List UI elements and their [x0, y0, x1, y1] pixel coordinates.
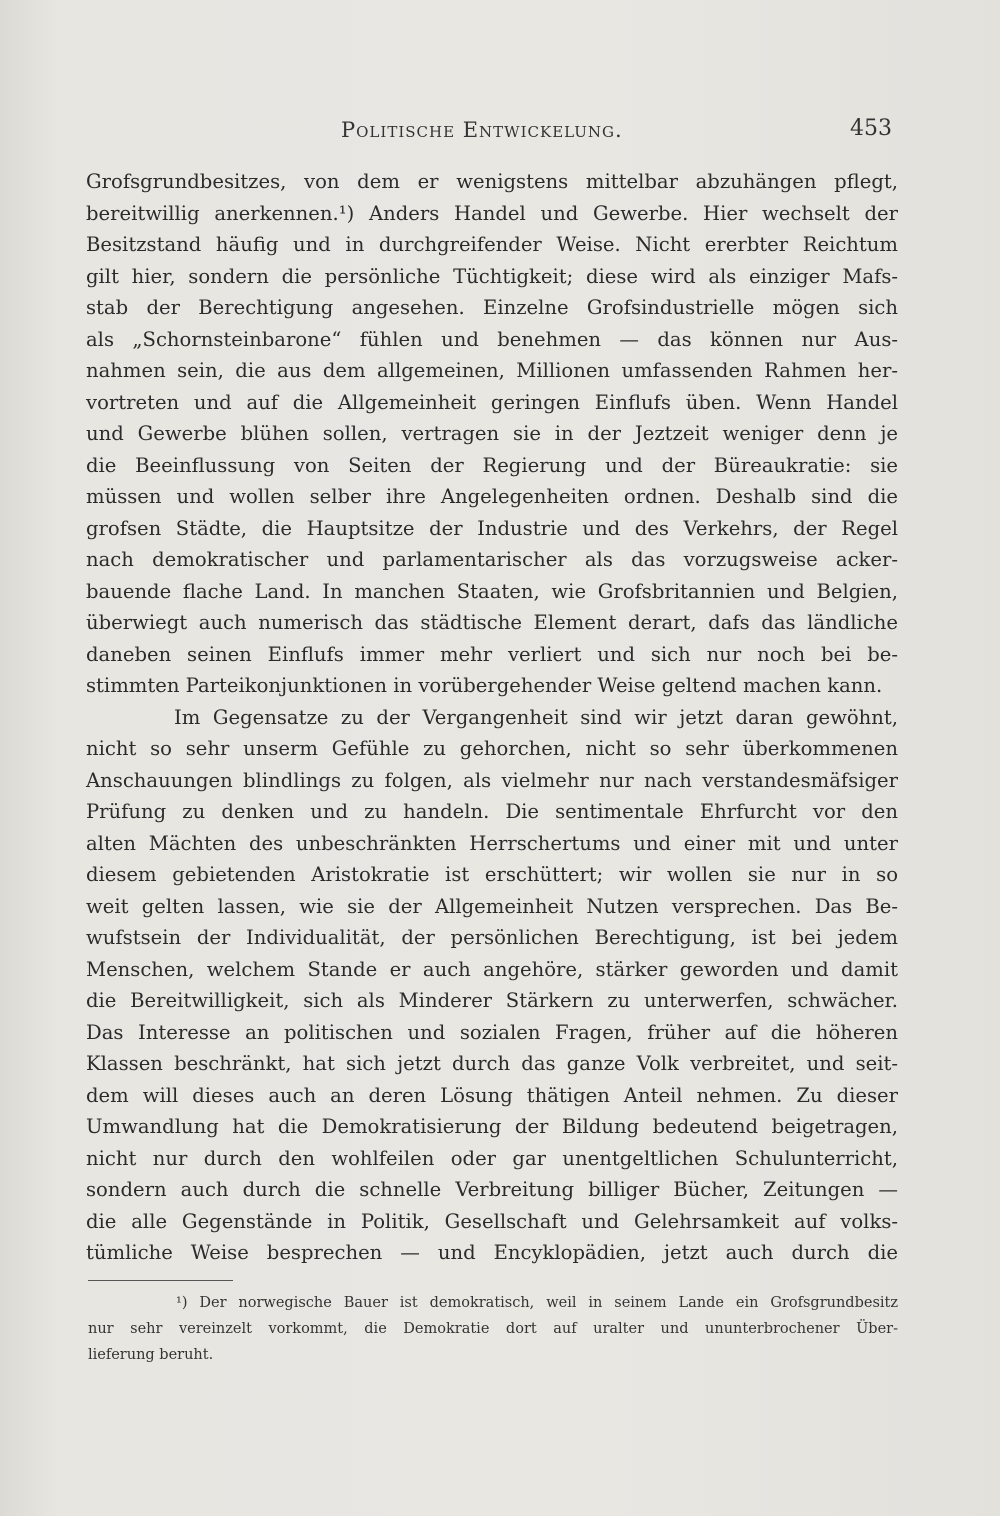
- text-line: die alle Gegenstände in Politik, Gesellschaft und Gelehrsamkeit auf volks-: [86, 1209, 898, 1233]
- text-line: dem will dieses auch an deren Lösung thätigen Anteil nehmen. Zu dieser: [86, 1083, 898, 1107]
- body-text: [86, 166, 898, 1269]
- text-line: stab der Berechtigung angesehen. Einzelne Grofsindustrielle mögen sich: [86, 296, 898, 319]
- text-line: weit gelten lassen, wie sie der Allgemeinheit Nutzen versprechen. Das Be-: [86, 894, 898, 918]
- paragraph-start-line: Im Gegensatze zu der Vergangenheit sind wir jetzt daran gewöhnt,: [174, 705, 898, 729]
- text-line: vortreten und auf die Allgemeinheit geringen Einflufs üben. Wenn Handel: [86, 390, 898, 414]
- running-title: Politische Entwickelung.: [341, 118, 623, 142]
- page-number: 453: [850, 116, 892, 141]
- text-line: die Beeinflussung von Seiten der Regierung und der Büreaukratie: sie: [86, 453, 898, 477]
- text-line: Klassen beschränkt, hat sich jetzt durch das ganze Volk verbreitet, und seit-: [86, 1052, 898, 1075]
- text-line: die Bereitwilligkeit, sich als Minderer Stärkern zu unterwerfen, schwächer.: [86, 989, 898, 1012]
- text-line: nicht nur durch den wohlfeilen oder gar unentgeltlichen Schulunterricht,: [86, 1146, 898, 1170]
- text-line: grofsen Städte, die Hauptsitze der Industrie und des Verkehrs, der Regel: [86, 516, 898, 540]
- text-line: bereitwillig anerkennen.¹) Anders Handel und Gewerbe. Hier wechselt der: [86, 201, 898, 225]
- text-line: Grofsgrundbesitzes, von dem er wenigstens mittelbar abzuhängen pflegt,: [86, 170, 898, 193]
- running-head: [86, 116, 896, 146]
- text-line: nahmen sein, die aus dem allgemeinen, Millionen umfassenden Rahmen her-: [86, 359, 898, 382]
- text-line: bauende flache Land. In manchen Staaten, wie Grofsbritannien und Belgien,: [86, 579, 898, 603]
- text-line: Das Interesse an politischen und sozialen Fragen, früher auf die höheren: [86, 1020, 898, 1044]
- text-line: überwiegt auch numerisch das städtische Element derart, dafs das ländliche: [86, 611, 898, 634]
- text-line: Besitzstand häufig und in durchgreifender Weise. Nicht ererbter Reichtum: [86, 233, 898, 256]
- text-line: Umwandlung hat die Demokratisierung der Bildung bedeutend beigetragen,: [86, 1115, 898, 1138]
- text-line: und Gewerbe blühen sollen, vertragen sie in der Jeztzeit weniger denn je: [86, 422, 898, 445]
- text-line: müssen und wollen selber ihre Angelegenheiten ordnen. Deshalb sind die: [86, 485, 898, 508]
- footnote-divider: [88, 1280, 233, 1281]
- footnote-line: nur sehr vereinzelt vorkommt, die Demokratie dort auf uralter und ununterbrochener Über-: [88, 1321, 898, 1337]
- text-line: Menschen, welchem Stande er auch angehöre, stärker geworden und damit: [86, 957, 898, 981]
- footnotes: [88, 1290, 898, 1368]
- text-line: alten Mächten des unbeschränkten Herrschertums und einer mit und unter: [86, 831, 898, 855]
- text-line: als „Schornsteinbarone“ fühlen und benehmen — das können nur Aus-: [86, 327, 898, 351]
- text-line: diesem gebietenden Aristokratie ist erschüttert; wir wollen sie nur in so: [86, 863, 898, 886]
- text-line: gilt hier, sondern die persönliche Tüchtigkeit; diese wird als einziger Mafs-: [86, 264, 898, 288]
- text-line: Prüfung zu denken und zu handeln. Die sentimentale Ehrfurcht vor den: [86, 800, 898, 823]
- text-line: wufstsein der Individualität, der persönlichen Berechtigung, ist bei jedem: [86, 926, 898, 949]
- text-line: stimmten Parteikonjunktionen in vorübergehender Weise geltend machen kann.: [86, 674, 883, 697]
- footnote-line: lieferung beruht.: [88, 1347, 214, 1363]
- text-line: Anschauungen blindlings zu folgen, als vielmehr nur nach verstandesmäfsiger: [86, 768, 898, 792]
- text-line: tümliche Weise besprechen — und Encyklopädien, jetzt auch durch die: [86, 1241, 898, 1264]
- text-line: sondern auch durch die schnelle Verbreitung billiger Bücher, Zeitungen —: [86, 1178, 898, 1201]
- footnote-line: ¹) Der norwegische Bauer ist demokratisch, weil in seinem Lande ein Grofsgrundbesitz: [176, 1295, 898, 1311]
- text-line: daneben seinen Einflufs immer mehr verliert und sich nur noch bei be-: [86, 642, 898, 666]
- text-line: nach demokratischer und parlamentarischer als das vorzugsweise acker-: [86, 548, 898, 571]
- text-line: nicht so sehr unserm Gefühle zu gehorchen, nicht so sehr überkommenen: [86, 737, 898, 760]
